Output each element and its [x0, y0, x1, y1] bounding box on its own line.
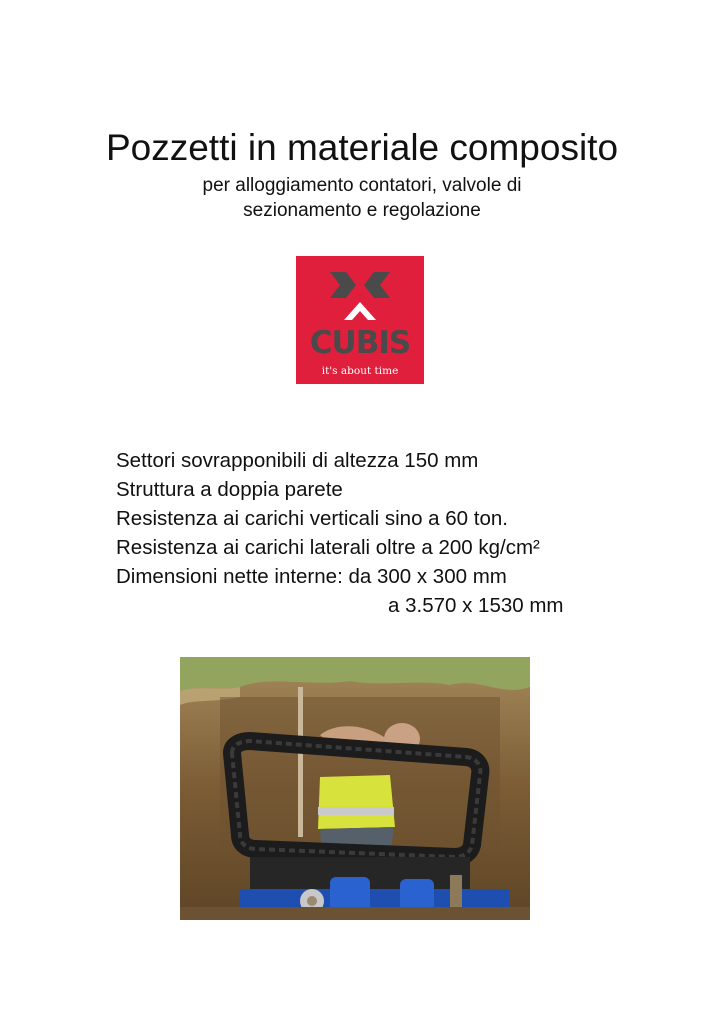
feature-item: Settori sovrapponibili di altezza 150 mm: [116, 449, 479, 472]
feature-item: Resistenza ai carichi verticali sino a 60 ton.: [116, 507, 508, 530]
installation-photo-illustration: [180, 657, 530, 920]
logo-brand: CUBIS: [309, 325, 411, 361]
subtitle-line-2: sezionamento e regolazione: [243, 200, 481, 221]
feature-list: [116, 446, 676, 620]
feature-item-continuation: a 3.570 x 1530 mm: [388, 594, 564, 617]
logo-tagline: it's about time: [321, 365, 399, 377]
installation-photo: [180, 657, 530, 920]
subtitle-line-1: per alloggiamento contatori, valvole di: [202, 175, 522, 196]
feature-item: Dimensioni nette interne: da 300 x 300 mm: [116, 565, 507, 588]
cubis-logo: [296, 256, 424, 384]
page-title: Pozzetti in materiale composito: [105, 127, 619, 168]
feature-item: Struttura a doppia parete: [116, 478, 343, 501]
feature-item: Resistenza ai carichi laterali oltre a 200 kg/cm²: [116, 536, 540, 559]
subtitle: [0, 173, 724, 223]
